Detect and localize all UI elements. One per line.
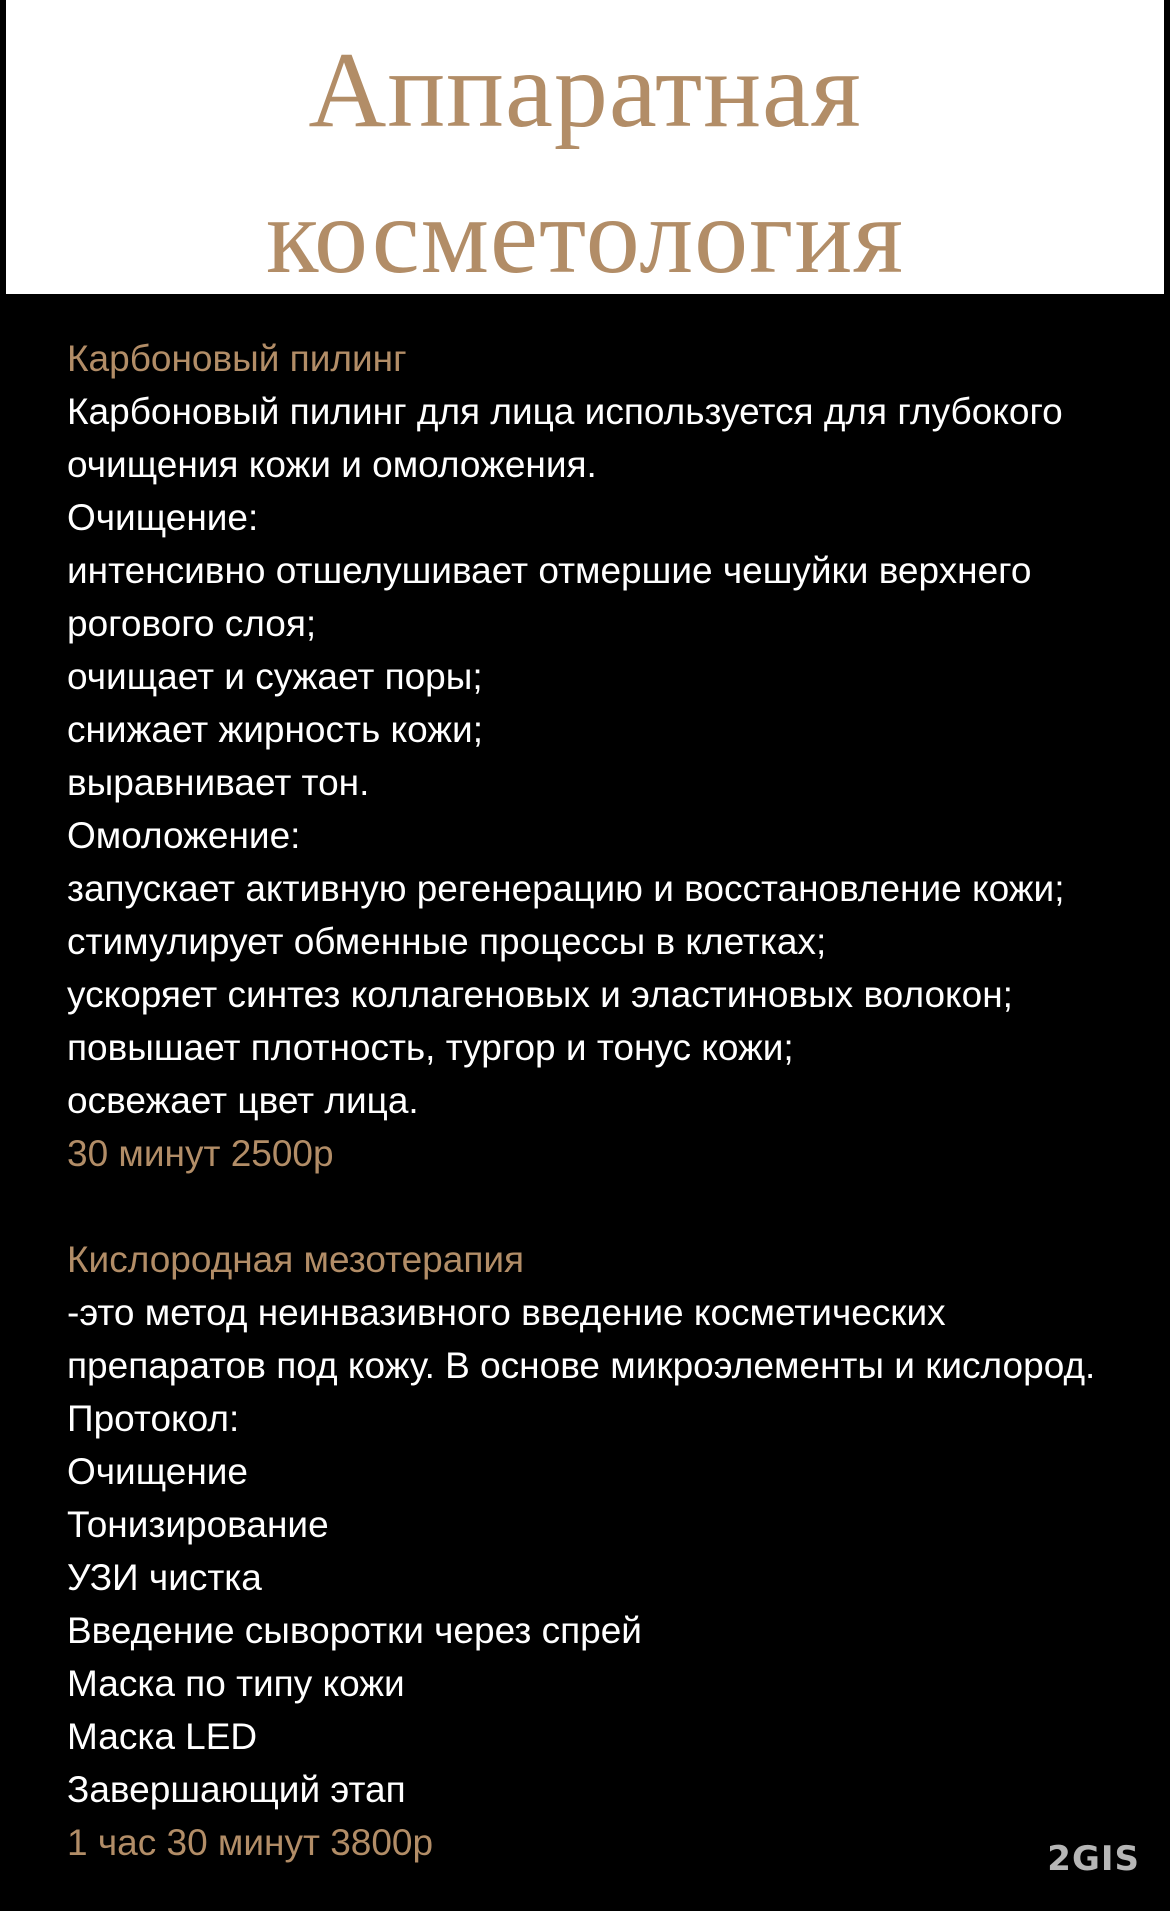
service-price: 1 час 30 минут 3800р bbox=[67, 1822, 434, 1863]
description-line: Введение сыворотки через спрей bbox=[67, 1610, 642, 1651]
header-banner bbox=[6, 0, 1164, 294]
title-line-2: косметология bbox=[266, 177, 904, 296]
service-price: 30 минут 2500р bbox=[67, 1133, 334, 1174]
description-line: освежает цвет лица. bbox=[67, 1080, 419, 1121]
description-line: запускает активную регенерацию и восстановление кожи; bbox=[67, 868, 1065, 909]
service-title: Кислородная мезотерапия bbox=[67, 1239, 525, 1280]
description-line: Тонизирование bbox=[67, 1504, 329, 1545]
description-line: Протокол: bbox=[67, 1398, 240, 1439]
service-section-carbon-peeling bbox=[67, 332, 1127, 1180]
description-line: выравнивает тон. bbox=[67, 762, 370, 803]
page-title bbox=[6, 0, 1164, 310]
description-line: ускоряет синтез коллагеновых и эластиновых волокон; bbox=[67, 974, 1013, 1015]
title-line-1: Аппаратная bbox=[308, 31, 862, 150]
description-line: Омоложение: bbox=[67, 815, 301, 856]
description-line: снижает жирность кожи; bbox=[67, 709, 483, 750]
description-line: Завершающий этап bbox=[67, 1769, 406, 1810]
description-line: Очищение bbox=[67, 1451, 249, 1492]
description-line: очищает и сужает поры; bbox=[67, 656, 483, 697]
description-line: УЗИ чистка bbox=[67, 1557, 262, 1598]
description-line: очищения кожи и омоложения. bbox=[67, 444, 597, 485]
description-line: рогового слоя; bbox=[67, 603, 317, 644]
service-section-oxygen-mesotherapy bbox=[67, 1233, 1127, 1869]
description-line: -это метод неинвазивного введение косметических bbox=[67, 1292, 946, 1333]
section-spacer bbox=[67, 1180, 1127, 1233]
description-line: препаратов под кожу. В основе микроэлементы и кислород. bbox=[67, 1345, 1096, 1386]
services-list bbox=[67, 332, 1127, 1869]
description-line: повышает плотность, тургор и тонус кожи; bbox=[67, 1027, 794, 1068]
description-line: Очищение: bbox=[67, 497, 259, 538]
description-line: интенсивно отшелушивает отмершие чешуйки верхнего bbox=[67, 550, 1032, 591]
description-line: стимулирует обменные процессы в клетках; bbox=[67, 921, 827, 962]
watermark-logo: 2GIS bbox=[1047, 1839, 1140, 1879]
description-line: Карбоновый пилинг для лица используется для глубокого bbox=[67, 391, 1063, 432]
description-line: Маска LED bbox=[67, 1716, 258, 1757]
service-title: Карбоновый пилинг bbox=[67, 338, 407, 379]
description-line: Маска по типу кожи bbox=[67, 1663, 405, 1704]
